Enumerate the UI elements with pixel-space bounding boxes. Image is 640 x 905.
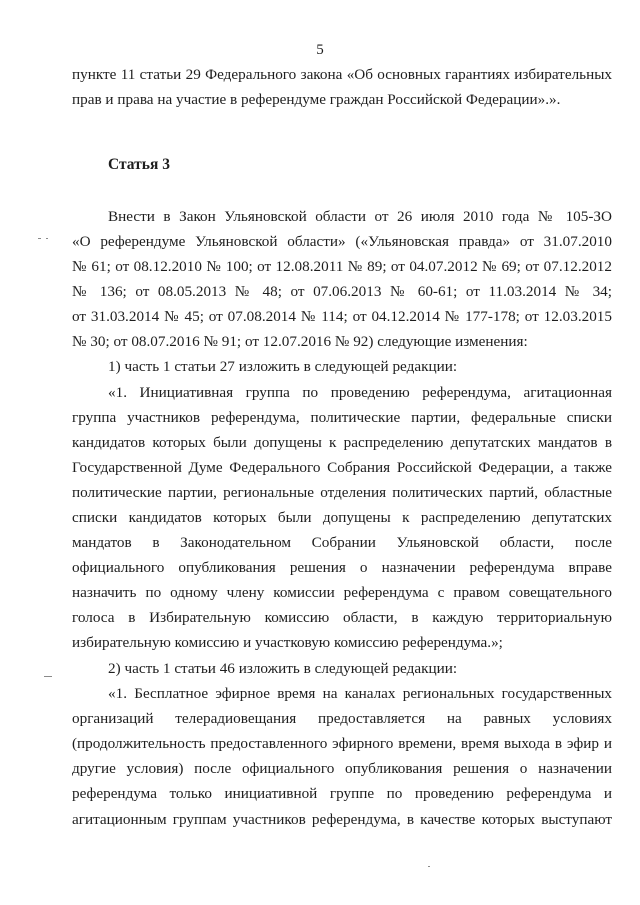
text-line: № 30; от 08.07.2016 № 91; от 12.07.2016 № 92) следующие изменения: (72, 333, 528, 350)
text-line: мандатов в Законодательном Собрании Ульяновской области, после (72, 534, 612, 551)
text-line: агитационным группам участников референдума, в качестве которых выступают (72, 811, 612, 828)
text-line: «1. Бесплатное эфирное время на каналах региональных государственных (108, 685, 612, 702)
text-line: официального опубликования решения о назначении референдума вправе (72, 559, 612, 576)
text-line: списки кандидатов которых были допущены к распределению депутатских (72, 509, 612, 526)
text-line: организаций телерадиовещания предоставляется на равных условиях (72, 710, 612, 727)
scan-speck (428, 866, 430, 867)
text-line: Государственной Думе Федерального Собрания Российской Федерации, а также (72, 459, 612, 476)
text-line: «О референдуме Ульяновской области» («Ульяновская правда» от 31.07.2010 (72, 233, 612, 250)
text-line: другие условия) после официального опубликования решения о назначении (72, 760, 612, 777)
scan-speck (44, 676, 52, 677)
text-line: от 31.03.2014 № 45; от 07.08.2014 № 114; от 04.12.2014 № 177-178; от 12.03.2015 (72, 308, 612, 325)
text-line: пункте 11 статьи 29 Федерального закона «Об основных гарантиях избирательных (72, 66, 612, 83)
text-line: прав и права на участие в референдуме граждан Российской Федерации».». (72, 91, 561, 108)
text-line: Внести в Закон Ульяновской области от 26 июля 2010 года № 105-ЗО (108, 208, 612, 225)
text-line: № 136; от 08.05.2013 № 48; от 07.06.2013 № 60-61; от 11.03.2014 № 34; (72, 283, 612, 300)
scan-speck (38, 238, 41, 239)
text-line: референдума только инициативной группе по проведению референдума и (72, 785, 612, 802)
scan-speck (46, 238, 48, 239)
article-heading: Статья 3 (108, 156, 170, 173)
text-line: № 61; от 08.12.2010 № 100; от 12.08.2011 № 89; от 04.07.2012 № 69; от 07.12.2012 (72, 258, 612, 275)
text-line: 1) часть 1 статьи 27 изложить в следующей редакции: (108, 358, 458, 375)
text-line: политические партии, региональные отделения политических партий, областные (72, 484, 612, 501)
text-line: «1. Инициативная группа по проведению референдума, агитационная (108, 384, 612, 401)
text-line: избирательную комиссию и участковую комиссию референдума.»; (72, 634, 503, 651)
text-line: 2) часть 1 статьи 46 изложить в следующей редакции: (108, 660, 458, 677)
text-line: группа участников референдума, политические партии, федеральные списки (72, 409, 612, 426)
text-line: кандидатов которых были допущены к распределению депутатских мандатов в (72, 434, 612, 451)
text-line: (продолжительность предоставленного эфирного времени, время выхода в эфир и (72, 735, 612, 752)
page-number: 5 (316, 42, 324, 58)
text-line: голоса в Избирательную комиссию области, в каждую территориальную (72, 609, 612, 626)
text-line: назначить по одному члену комиссии референдума с правом совещательного (72, 584, 612, 601)
